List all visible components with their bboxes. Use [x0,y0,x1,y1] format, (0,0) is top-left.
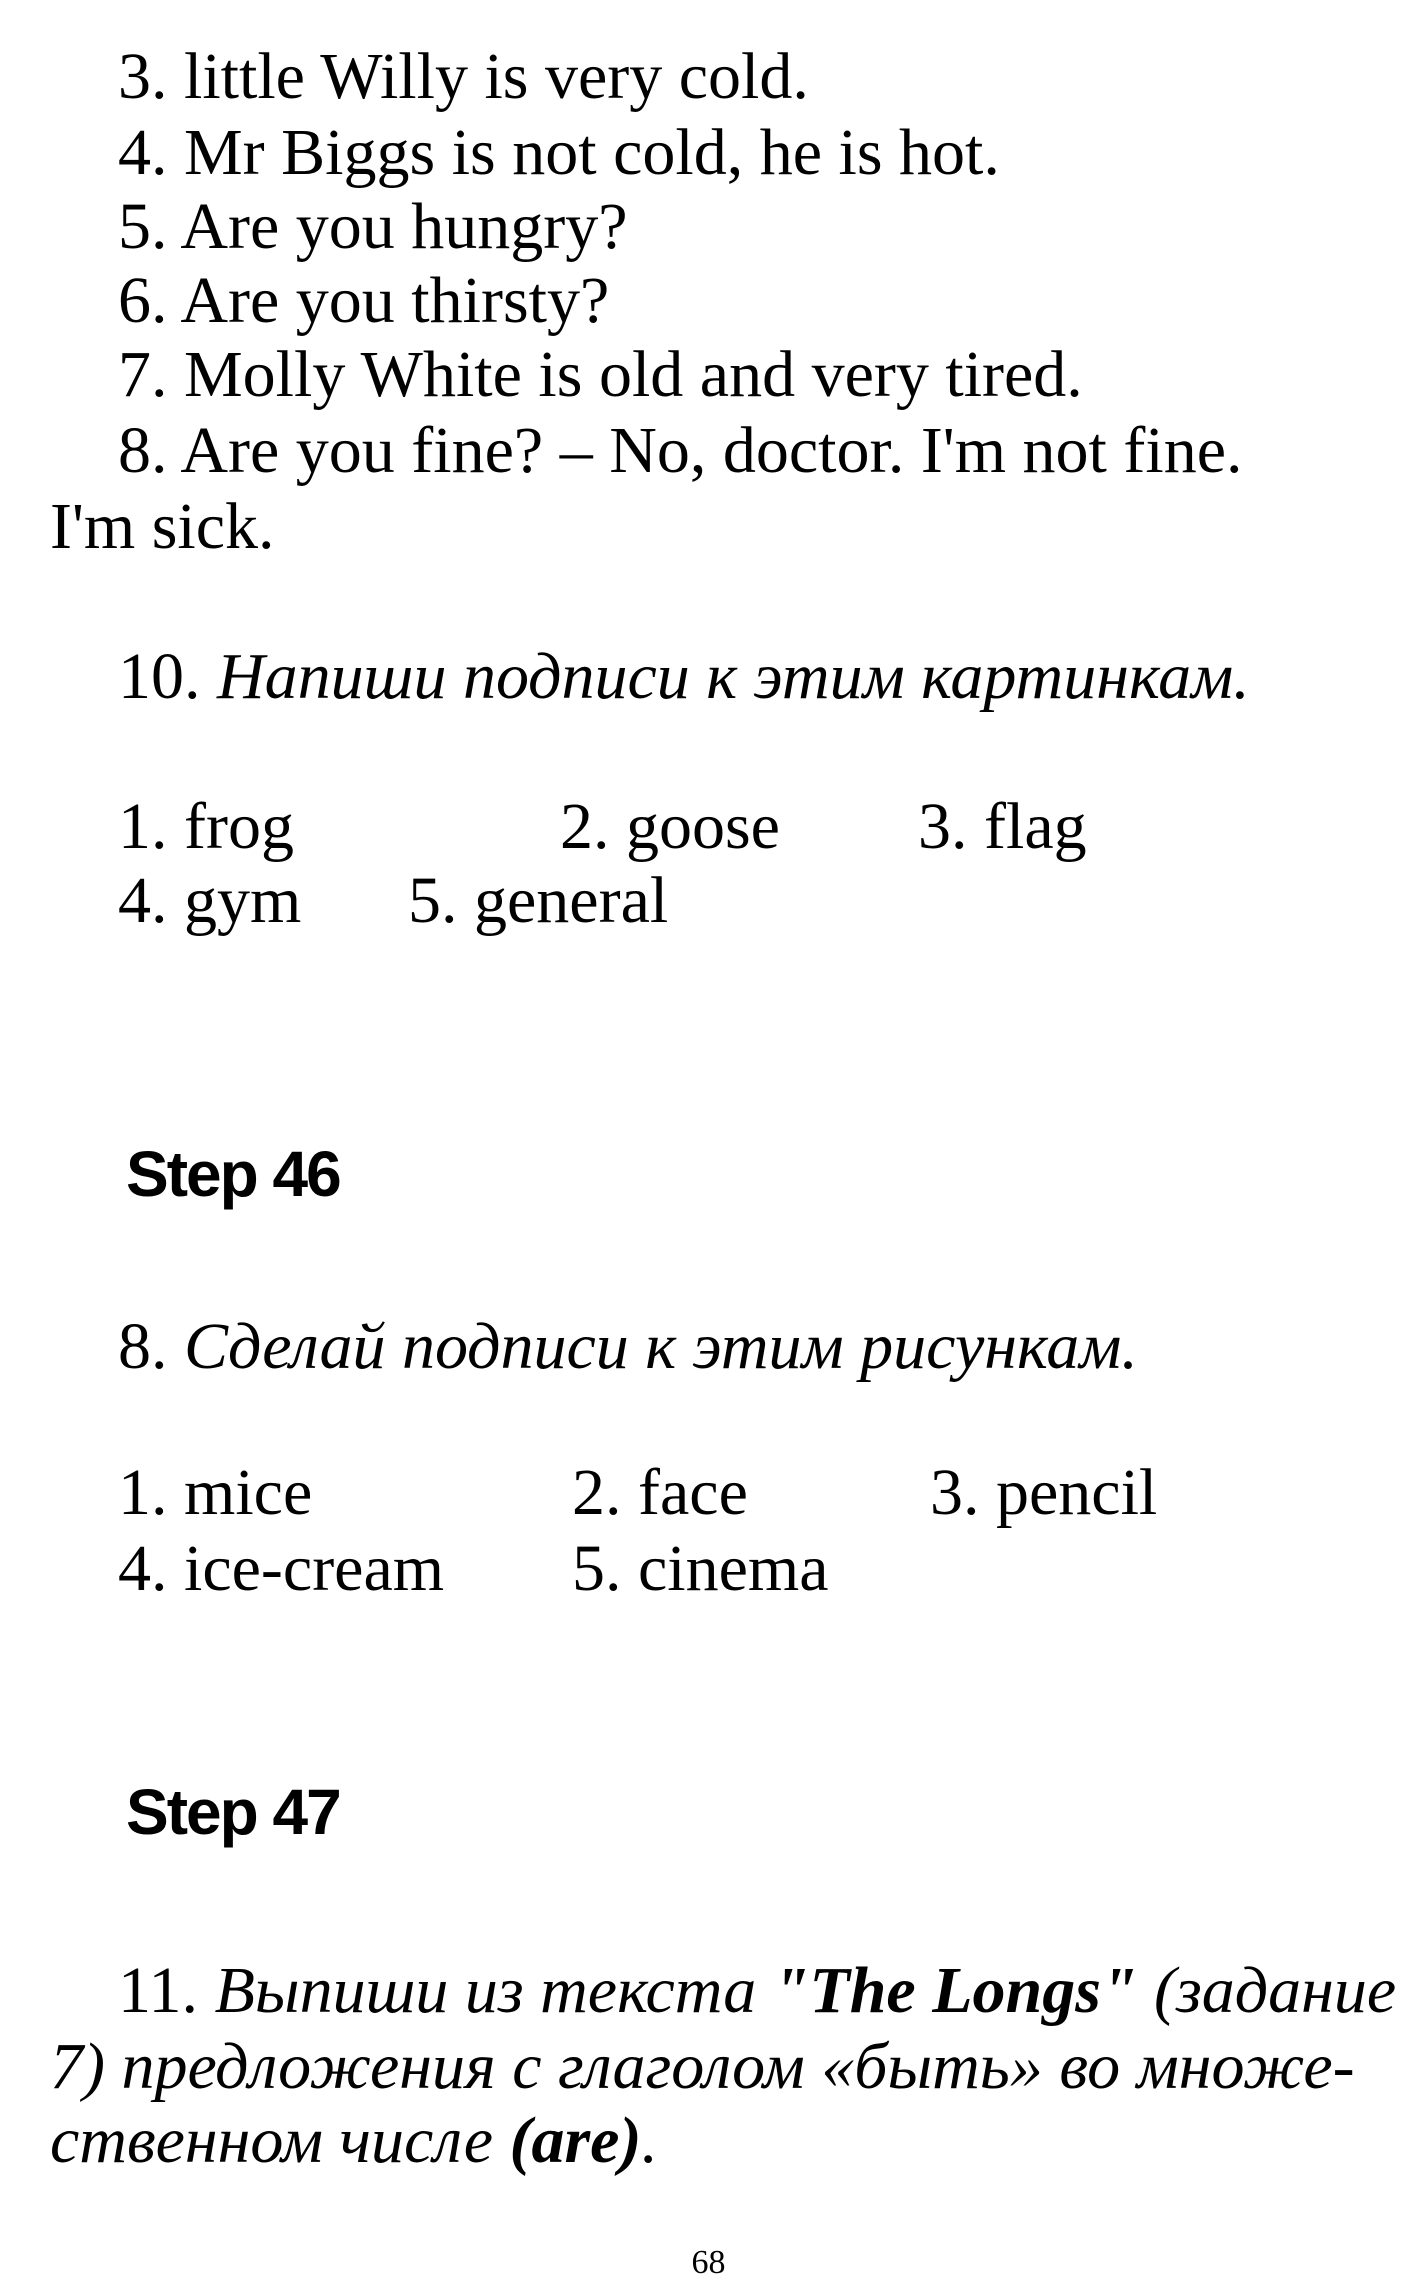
section-heading: Step 47 [126,1776,340,1848]
task-11-instruction-line [50,2104,658,2177]
list-item: 4. Mr Biggs is not cold, he is hot. [118,116,1000,189]
task-number: 11. [118,1954,199,2027]
task-number: 8. [118,1310,168,1383]
answer-item: 4. ice-cream [118,1532,445,1605]
answer-item: 2. face [572,1456,748,1529]
task-number: 10. [118,640,201,713]
task-instruction: Сделай подписи к этим рисункам. [184,1310,1138,1383]
task-11-instruction-line [118,1954,1397,2027]
list-item: 5. Are you hungry? [118,190,628,263]
answer-item: 4. gym [118,864,302,937]
answer-item: 1. mice [118,1456,313,1529]
list-item: 7. Molly White is old and very tired. [118,338,1083,411]
instruction-text: ственном числе [50,2104,510,2177]
list-item: 3. little Willy is very cold. [118,40,809,113]
instruction-text: . [641,2104,658,2177]
instruction-text: Выпиши из текста [214,1954,773,2027]
verb-highlight: (are) [509,2104,642,2177]
answer-item: 2. goose [560,790,780,863]
list-item-continuation: I'm sick. [50,490,275,563]
text-title: "The Longs" [772,1954,1138,2027]
answer-item: 5. general [408,864,669,937]
task-11-instruction-line: 7) предложения с глаголом «быть» во множе- [50,2030,1355,2103]
task-8-instruction [118,1310,1138,1383]
section-heading: Step 46 [126,1138,340,1210]
list-item: 8. Are you fine? – No, doctor. I'm not fine. [118,414,1243,487]
answer-item: 1. frog [118,790,294,863]
instruction-text: (задание [1137,1954,1397,2027]
task-10-instruction [118,640,1250,713]
answer-item: 3. flag [918,790,1087,863]
task-instruction: Напиши подписи к этим картинкам. [217,640,1250,713]
answer-item: 5. cinema [572,1532,829,1605]
page-number: 68 [691,2244,726,2281]
answer-item: 3. pencil [930,1456,1158,1529]
list-item: 6. Are you thirsty? [118,264,610,337]
